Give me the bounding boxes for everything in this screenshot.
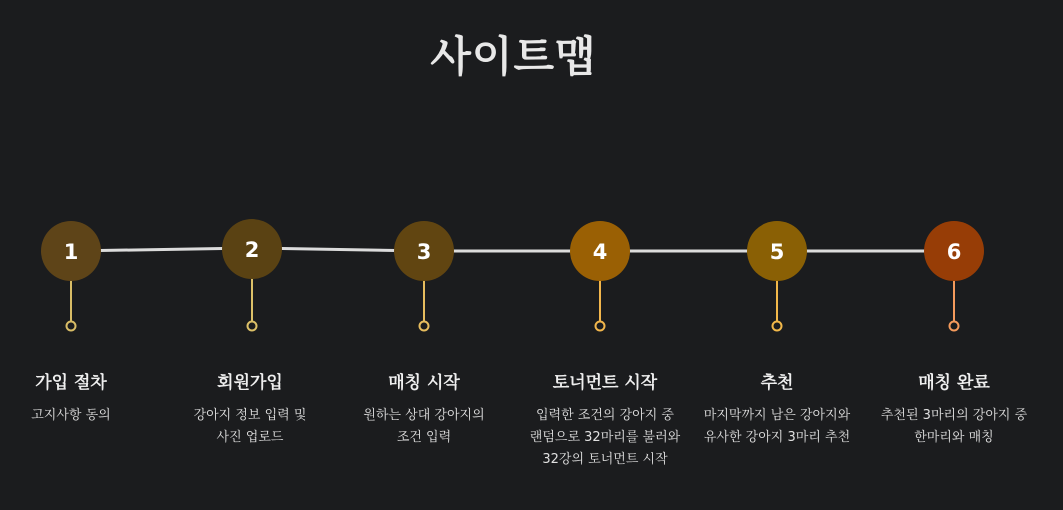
timeline-connector	[71, 248, 954, 251]
step-description	[864, 405, 1044, 449]
step-description-line: 한마리와 매칭	[914, 430, 994, 445]
step-description-line: 랜덤으로 32마리를 불러와	[529, 430, 681, 445]
step-2	[160, 368, 340, 449]
step-pin-ring	[950, 322, 959, 331]
step-title: 가입 절차	[35, 373, 107, 393]
page-title: 사이트맵	[430, 32, 597, 81]
step-title: 회원가입	[217, 373, 283, 393]
step-description-line: 원하는 상대 강아지의	[363, 408, 485, 423]
step-description-line: 조건 입력	[396, 430, 452, 445]
step-description-line: 강아지 정보 입력 및	[193, 408, 307, 423]
step-number: 5	[769, 240, 785, 264]
step-marker-2	[222, 219, 282, 331]
step-number: 3	[416, 240, 432, 264]
step-number: 1	[63, 240, 79, 264]
step-pin-ring	[67, 322, 76, 331]
step-3	[334, 368, 514, 449]
step-description-line: 고지사항 동의	[31, 408, 111, 423]
step-marker-6	[924, 221, 984, 331]
step-number: 2	[244, 238, 260, 262]
step-title: 토너먼트 시작	[552, 373, 658, 393]
step-marker-4	[570, 221, 630, 331]
step-title: 매칭 시작	[388, 373, 460, 393]
step-4	[515, 368, 695, 471]
step-pin-ring	[420, 322, 429, 331]
step-title: 매칭 완료	[918, 373, 990, 393]
step-6	[864, 368, 1044, 449]
step-1	[0, 368, 161, 427]
step-marker-1	[41, 221, 101, 331]
step-description	[0, 405, 161, 427]
step-description-line: 32강의 토너먼트 시작	[542, 452, 668, 467]
step-description	[160, 405, 340, 449]
step-description-line: 추천된 3마리의 강아지 중	[880, 408, 1028, 423]
step-title: 추천	[760, 373, 794, 393]
step-number: 6	[946, 240, 962, 264]
step-description-line: 입력한 조건의 강아지 중	[536, 408, 674, 423]
step-marker-3	[394, 221, 454, 331]
step-description-line: 유사한 강아지 3마리 추천	[703, 430, 851, 445]
step-description	[334, 405, 514, 449]
step-number: 4	[592, 240, 608, 264]
step-description-line: 마지막까지 남은 강아지와	[703, 408, 851, 423]
step-description	[515, 405, 695, 471]
step-5	[687, 368, 867, 449]
step-pin-ring	[773, 322, 782, 331]
step-pin-ring	[596, 322, 605, 331]
step-description	[687, 405, 867, 449]
step-marker-5	[747, 221, 807, 331]
step-description-line: 사진 업로드	[216, 430, 284, 445]
step-pin-ring	[248, 322, 257, 331]
